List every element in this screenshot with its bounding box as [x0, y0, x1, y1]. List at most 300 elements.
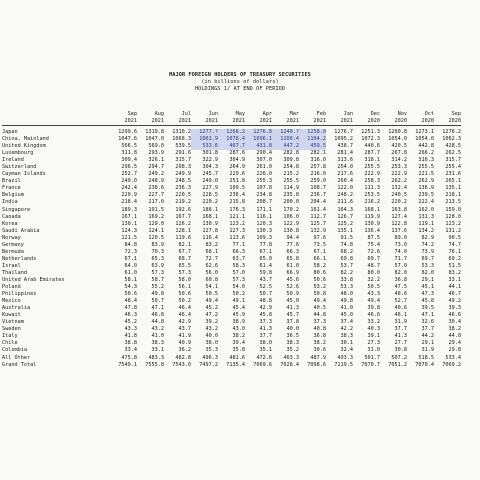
holding-value: 1054.0: [388, 136, 407, 143]
holding-value: 68.1: [205, 248, 218, 255]
table-row: [2, 319, 461, 326]
holding-value: 318.1: [364, 157, 380, 164]
holding-value: 1095.2: [334, 136, 353, 143]
holding-value: 290.4: [256, 150, 272, 157]
holding-value: 74.8: [340, 241, 353, 248]
holding-value: 58.2: [313, 262, 326, 269]
holding-value: 1276.7: [334, 129, 353, 135]
column-header-year: 2021: [191, 118, 218, 126]
holding-value: 90.5: [448, 234, 461, 241]
holding-value: 188.1: [202, 206, 218, 213]
holding-value: 54.3: [124, 284, 137, 291]
holding-value: 260.4: [337, 178, 353, 185]
holding-value: 45.1: [421, 284, 434, 291]
holding-value: 74.2: [421, 241, 434, 248]
holding-value: 42.9: [178, 319, 191, 326]
holding-value: 253.3: [391, 164, 407, 171]
holding-value: 29.1: [421, 340, 434, 347]
holding-value: 91.5: [340, 234, 353, 241]
holding-value: 49.2: [448, 298, 461, 305]
holding-value: 130.1: [121, 220, 137, 227]
holding-value: 1100.4: [272, 136, 299, 143]
holding-value: 266.2: [418, 150, 434, 157]
holding-value: 35.8: [232, 347, 245, 354]
holding-value: 487.9: [310, 354, 326, 361]
holding-value: 47.5: [394, 284, 407, 291]
holding-value: 37.8: [286, 319, 299, 326]
table-row: [2, 284, 461, 291]
holding-value: 30.6: [313, 347, 326, 354]
holding-value: 43.7: [178, 326, 191, 333]
holding-value: 192.6: [175, 206, 191, 213]
holding-value: 46.8: [151, 312, 164, 319]
table-row: [2, 207, 461, 214]
column-header-month: Jun: [208, 111, 218, 117]
holding-value: 57.3: [151, 269, 164, 276]
holding-value: 420.5: [391, 143, 407, 150]
holding-value: 1277.?: [191, 129, 218, 136]
holding-value: 7051.2: [388, 361, 407, 368]
holding-value: 121.1: [229, 213, 245, 220]
holding-value: 37.7: [421, 326, 434, 333]
country-name: Mexico: [2, 298, 21, 305]
holding-value: 46.6: [448, 312, 461, 319]
holding-value: 255.4: [445, 164, 461, 171]
month-header-row: [2, 111, 461, 118]
holding-value: 52.6: [286, 284, 299, 291]
column-header-year: 2021: [326, 118, 353, 126]
holding-value: 227.7: [148, 192, 164, 199]
holding-value: 83.9: [151, 241, 164, 248]
holding-value: 127.4: [391, 213, 407, 220]
country-name: Grand Total: [2, 361, 37, 368]
holding-value: 252.7: [121, 171, 137, 178]
holding-value: 254.8: [283, 164, 299, 171]
holding-value: 316.3: [418, 157, 434, 164]
holding-value: 569.0: [148, 143, 164, 150]
column-header-year: 2021: [245, 118, 272, 126]
holding-value: 248.2: [337, 192, 353, 199]
column-header-month: Mar: [289, 111, 299, 117]
holding-value: 253.5: [364, 192, 380, 199]
holding-value: 220.9: [121, 192, 137, 199]
holding-value: 482.8: [175, 354, 191, 361]
holding-value: 83.2: [205, 241, 218, 248]
holding-value: 72.7: [205, 255, 218, 262]
holding-value: 236.4: [229, 192, 245, 199]
holding-value: 41.3: [286, 305, 299, 312]
country-name: United Arab Emirates: [2, 276, 65, 283]
holding-value: 46.7: [448, 291, 461, 298]
holding-value: 255.3: [256, 178, 272, 185]
holding-value: 42.9: [259, 305, 272, 312]
holding-value: 254.0: [337, 164, 353, 171]
holding-value: 287.7: [364, 150, 380, 157]
column-header-month: Sep: [127, 111, 137, 117]
holding-value: 137.6: [391, 227, 407, 234]
table-row: [2, 235, 461, 242]
holding-value: 309.8: [283, 157, 299, 164]
holding-value: 68.7: [178, 255, 191, 262]
holding-value: 431.8: [245, 143, 272, 150]
holding-value: 35.1: [259, 347, 272, 354]
holdings-table: [2, 111, 461, 369]
holding-value: 261.0: [256, 164, 272, 171]
holding-value: 1258.0: [299, 129, 326, 136]
country-name: Australia: [2, 305, 31, 312]
holding-value: 125.2: [337, 220, 353, 227]
holding-value: 50.5: [205, 291, 218, 298]
holding-value: 428.5: [445, 143, 461, 150]
holding-value: 116.4: [202, 234, 218, 241]
holding-value: 130.8: [283, 227, 299, 234]
holding-value: 159.0: [445, 206, 461, 213]
holding-value: 36.2: [178, 347, 191, 354]
table-row: [2, 221, 461, 228]
holding-value: 326.1: [148, 157, 164, 164]
holding-value: 167.7: [175, 213, 191, 220]
holding-value: 30.1: [340, 340, 353, 347]
holding-value: 45.7: [286, 312, 299, 319]
holding-value: 59.8: [259, 269, 272, 276]
holding-value: 168.1: [364, 206, 380, 213]
holding-value: 46.4: [178, 312, 191, 319]
holding-value: 41.0: [340, 305, 353, 312]
holding-value: 38.0: [205, 340, 218, 347]
holding-value: 221.5: [418, 171, 434, 178]
holding-value: 47.8: [124, 305, 137, 312]
holding-value: 68.2: [340, 248, 353, 255]
holding-value: 52.5: [259, 284, 272, 291]
holding-value: 1276.8: [245, 129, 272, 136]
holding-value: 189.3: [121, 206, 137, 213]
holding-value: 322.9: [202, 157, 218, 164]
holding-value: 44.0: [448, 333, 461, 340]
holding-value: 53.2: [313, 284, 326, 291]
holding-value: 97.6: [313, 234, 326, 241]
holding-value: 217.6: [337, 171, 353, 178]
holding-value: 262.5: [445, 150, 461, 157]
holding-value: 533.4: [445, 354, 461, 361]
table-row: [2, 136, 461, 143]
table-row: [2, 214, 461, 221]
holding-value: 29.1: [421, 276, 434, 283]
holding-value: 50.6: [313, 276, 326, 283]
holding-value: 38.3: [340, 333, 353, 340]
holding-value: 267.8: [391, 150, 407, 157]
holding-value: 37.7: [394, 326, 407, 333]
holding-value: 53.7: [340, 262, 353, 269]
table-row: [2, 340, 461, 347]
holding-value: 49.4: [205, 298, 218, 305]
table-row: [2, 355, 461, 362]
holding-value: 242.4: [121, 185, 137, 192]
header-blank: [2, 111, 110, 118]
holding-value: 131.2: [445, 227, 461, 234]
holding-value: 282.1: [310, 150, 326, 157]
holding-value: 161.4: [310, 206, 326, 213]
holding-value: 1266.2: [218, 129, 245, 136]
holding-value: 50.7: [259, 291, 272, 298]
column-header-year: 2021: [137, 118, 164, 126]
holding-value: 45.2: [124, 319, 137, 326]
holding-value: 298.3: [175, 164, 191, 171]
holding-value: 1299.6: [118, 129, 137, 135]
holding-value: 30.4: [448, 319, 461, 326]
holding-value: 39.3: [448, 305, 461, 312]
country-name: Canada: [2, 213, 21, 220]
holding-value: 37.3: [313, 319, 326, 326]
holding-value: 29.4: [448, 340, 461, 347]
holding-value: 163.8: [391, 206, 407, 213]
country-name: Singapore: [2, 206, 31, 213]
holding-value: 49.4: [367, 298, 380, 305]
holding-value: 220.5: [175, 192, 191, 199]
holding-value: 249.0: [121, 178, 137, 185]
holding-value: 128.0: [445, 213, 461, 220]
country-name: Germany: [2, 241, 24, 248]
holding-value: 176.3: [229, 206, 245, 213]
holding-value: 238.6: [148, 185, 164, 192]
holding-value: 507.2: [391, 354, 407, 361]
holding-value: 304.9: [229, 157, 245, 164]
holding-value: 566.5: [121, 143, 137, 150]
holding-value: 82.0: [394, 269, 407, 276]
holding-value: 120.3: [256, 220, 272, 227]
holding-value: 39.8: [367, 305, 380, 312]
holding-value: 1240.?: [272, 129, 299, 136]
table-row: [2, 164, 461, 171]
holding-value: 123.2: [445, 220, 461, 227]
holding-value: 440.6: [364, 143, 380, 150]
holding-value: 50.6: [178, 291, 191, 298]
column-header-month: Oct: [424, 111, 434, 117]
holding-value: 72.3: [124, 248, 137, 255]
holding-value: 41.8: [124, 333, 137, 340]
holding-value: 49.8: [340, 298, 353, 305]
holding-value: 265.1: [445, 178, 461, 185]
country-name: Israel: [2, 262, 21, 269]
holding-value: 67.1: [124, 255, 137, 262]
holding-value: 47.1: [421, 312, 434, 319]
holding-value: 56.0: [205, 269, 218, 276]
holding-value: 129.0: [148, 220, 164, 227]
holding-value: 501.7: [364, 354, 380, 361]
holding-value: 58.1: [124, 276, 137, 283]
holding-value: 50.6: [124, 291, 137, 298]
holding-value: 112.7: [310, 213, 326, 220]
table-row: [2, 249, 461, 256]
holding-value: 215.8: [229, 199, 245, 206]
table-row: [2, 178, 461, 185]
holding-value: 41.3: [394, 333, 407, 340]
holding-value: 220.2: [391, 199, 407, 206]
holding-value: 109.5: [229, 185, 245, 192]
holding-value: 49.8: [151, 291, 164, 298]
holding-value: 41.0: [151, 333, 164, 340]
holding-value: 135.1: [445, 185, 461, 192]
holding-value: 132.9: [310, 227, 326, 234]
holding-value: 67.1: [259, 248, 272, 255]
holding-value: 39.2: [205, 319, 218, 326]
holding-value: 80.6: [313, 269, 326, 276]
holding-value: 47.2: [205, 312, 218, 319]
country-name: France: [2, 185, 21, 192]
holding-value: 236.7: [310, 192, 326, 199]
holding-value: 167.1: [121, 213, 137, 220]
country-name: United Kingdom: [2, 143, 46, 150]
holding-value: 216.0: [310, 171, 326, 178]
holding-value: 108.7: [310, 185, 326, 192]
holding-value: 539.5: [175, 143, 191, 150]
table-row: [2, 326, 461, 333]
holding-value: 132.4: [391, 185, 407, 192]
holding-value: 291.6: [175, 150, 191, 157]
holding-value: 63.7: [232, 255, 245, 262]
column-header-month: Sep: [451, 111, 461, 117]
holding-value: 42.2: [340, 326, 353, 333]
holding-value: 119.1: [418, 220, 434, 227]
country-name: Poland: [2, 284, 21, 291]
holding-value: 1068.3: [172, 136, 191, 143]
holding-value: 191.5: [148, 206, 164, 213]
holding-value: 43.2: [205, 326, 218, 333]
holding-value: 71.7: [394, 255, 407, 262]
holding-value: 120.5: [148, 234, 164, 241]
holding-value: 1062.3: [442, 136, 461, 143]
holding-value: 40.6: [394, 305, 407, 312]
holding-value: 73.0: [394, 241, 407, 248]
holding-value: 62.6: [205, 262, 218, 269]
holding-value: 249.9: [175, 171, 191, 178]
country-name: India: [2, 199, 18, 206]
holding-value: 287.6: [229, 150, 245, 157]
holding-value: 200.0: [283, 199, 299, 206]
holding-value: 64.0: [124, 262, 137, 269]
holding-value: 43.7: [259, 276, 272, 283]
holding-value: 258.3: [364, 178, 380, 185]
column-header-month: May: [235, 111, 245, 117]
holding-value: 123.2: [229, 220, 245, 227]
holding-value: 309.4: [121, 157, 137, 164]
table-row: [2, 312, 461, 319]
table-row: [2, 298, 461, 305]
country-name: Kuwait: [2, 312, 21, 319]
column-header-year: 2020: [434, 118, 461, 126]
country-name: Bermuda: [2, 248, 24, 255]
holding-value: 65.0: [259, 255, 272, 262]
holding-value: 74.0: [394, 248, 407, 255]
holding-value: 75.4: [367, 241, 380, 248]
holding-value: 35.3: [205, 347, 218, 354]
holding-value: 459.5: [299, 143, 326, 150]
holding-value: 218.1: [445, 192, 461, 199]
holding-value: 1104.2: [299, 136, 326, 143]
table-row: [2, 256, 461, 263]
holding-value: 58.0: [178, 276, 191, 283]
table-row: [2, 199, 461, 206]
holding-value: 447.2: [272, 143, 299, 150]
country-name: Thailand: [2, 269, 27, 276]
holding-value: 40.0: [205, 333, 218, 340]
country-name: Switzerland: [2, 164, 37, 171]
holding-value: 248.5: [175, 178, 191, 185]
holding-value: 50.7: [151, 298, 164, 305]
table-row: [2, 228, 461, 235]
holding-value: 61.0: [124, 269, 137, 276]
column-header-year: 2020: [380, 118, 407, 126]
holding-value: 122.8: [391, 220, 407, 227]
holding-value: 66.1: [313, 255, 326, 262]
holding-value: 27.3: [367, 340, 380, 347]
holding-value: 438.7: [337, 143, 353, 150]
holding-value: 135.1: [337, 227, 353, 234]
holding-value: 171.1: [256, 206, 272, 213]
holding-value: 7555.8: [145, 361, 164, 368]
holding-value: 227.9: [202, 185, 218, 192]
country-name: Korea: [2, 220, 18, 227]
holding-value: 58.3: [232, 262, 245, 269]
holding-value: 69.7: [421, 255, 434, 262]
holding-value: 66.9: [286, 269, 299, 276]
holding-value: 29.8: [448, 347, 461, 354]
holding-value: 301.8: [202, 150, 218, 157]
table-row: [2, 277, 461, 284]
holding-value: 35.2: [286, 347, 299, 354]
holding-value: 119.6: [175, 234, 191, 241]
holding-value: 1276.2: [442, 129, 461, 135]
table-row: [2, 171, 461, 178]
holding-value: 222.9: [391, 171, 407, 178]
holding-value: 46.6: [367, 312, 380, 319]
column-header-year: 2021: [110, 118, 137, 126]
holding-value: 113.6: [229, 234, 245, 241]
country-name: Chile: [2, 340, 18, 347]
column-header-month: Dec: [370, 111, 380, 117]
holding-value: 33.1: [151, 347, 164, 354]
holding-value: 125.7: [310, 220, 326, 227]
holding-value: 39.1: [367, 333, 380, 340]
holding-value: 66.3: [286, 248, 299, 255]
holding-value: 72.6: [367, 248, 380, 255]
holding-value: 41.3: [259, 326, 272, 333]
holding-value: 7119.5: [334, 361, 353, 368]
holding-value: 109.3: [256, 234, 272, 241]
holding-value: 36.8: [313, 333, 326, 340]
holding-value: 73.5: [313, 241, 326, 248]
holding-value: 7069.2: [442, 361, 461, 368]
holding-value: 33.4: [124, 347, 137, 354]
holding-value: 48.6: [394, 291, 407, 298]
holding-value: 61.4: [259, 262, 272, 269]
holding-value: 58.7: [151, 276, 164, 283]
holding-value: 304.3: [202, 164, 218, 171]
holding-value: 249.0: [202, 178, 218, 185]
holding-value: 472.6: [256, 354, 272, 361]
holding-value: 7098.6: [307, 361, 326, 368]
holding-value: 1260.8: [388, 129, 407, 135]
column-header-month: Apr: [262, 111, 272, 117]
holding-value: 316.0: [310, 157, 326, 164]
holding-value: 38.2: [448, 326, 461, 333]
holding-value: 33.1: [448, 276, 461, 283]
holding-value: 65.8: [286, 255, 299, 262]
holding-value: 82.9: [421, 234, 434, 241]
holding-value: 45.0: [286, 298, 299, 305]
holding-value: 40.3: [367, 326, 380, 333]
country-name: Japan: [2, 129, 18, 135]
holding-value: 219.2: [175, 199, 191, 206]
